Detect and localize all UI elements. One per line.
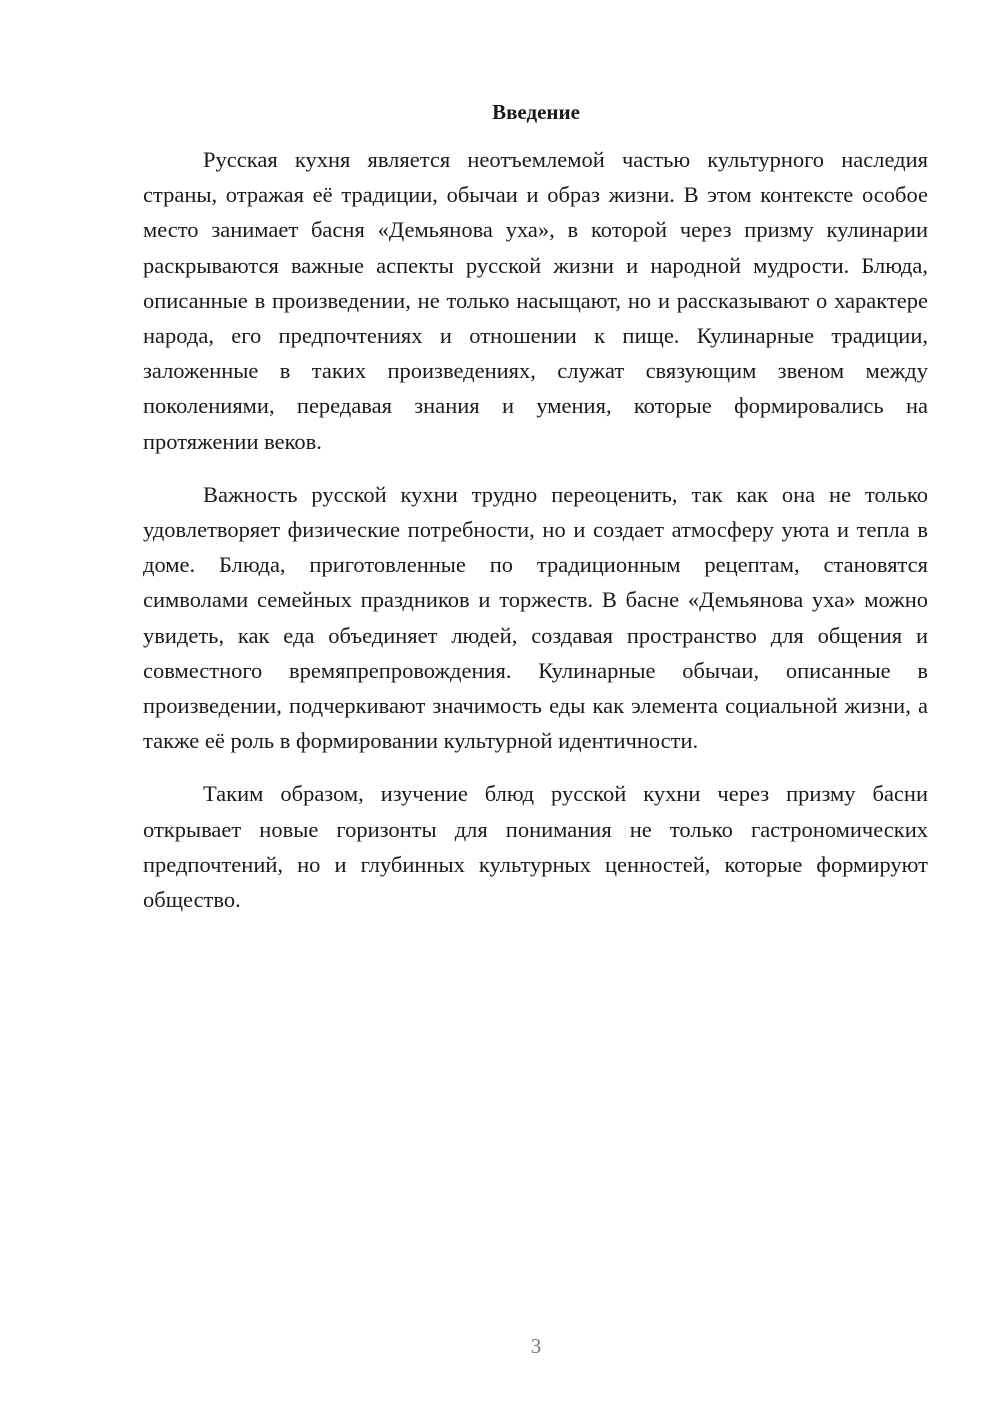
section-heading: Введение (492, 100, 580, 124)
body-text (143, 142, 928, 935)
paragraph-3: Таким образом, изучение блюд русской кухни через призму басни открывает новые горизонты для понимания не только гастрономических предпочтений, но и глубинных культурных ценностей, которые формируют общество. (143, 781, 928, 913)
page-number: 3 (530, 1334, 542, 1358)
paragraph-1: Русская кухня является неотъемлемой частью культурного наследия страны, отражая её традиции, обычаи и образ жизни. В этом контексте особое место занимает басня «Демьянова уха», в которой через призму кулинарии раскрываются важные аспекты русской жизни и народной мудрости. Блюда, описанные в произведении, не только насыщают, но и рассказывают о характере народа, его предпочтениях и отношении к пище. Кулинарные традиции, заложенные в таких произведениях, служат связующим звеном между поколениями, передавая знания и умения, которые формировались на протяжении веков. (143, 147, 928, 454)
paragraph-2: Важность русской кухни трудно переоценить, так как она не только удовлетворяет физические потребности, но и создает атмосферу уюта и тепла в доме. Блюда, приготовленные по традиционным рецептам, становятся символами семейных праздников и торжеств. В басне «Демьянова уха» можно увидеть, как еда объединяет людей, создавая пространство для общения и совместного времяпрепровождения. Кулинарные обычаи, описанные в произведении, подчеркивают значимость еды как элемента социальной жизни, а также её роль в формировании культурной идентичности. (143, 481, 928, 754)
